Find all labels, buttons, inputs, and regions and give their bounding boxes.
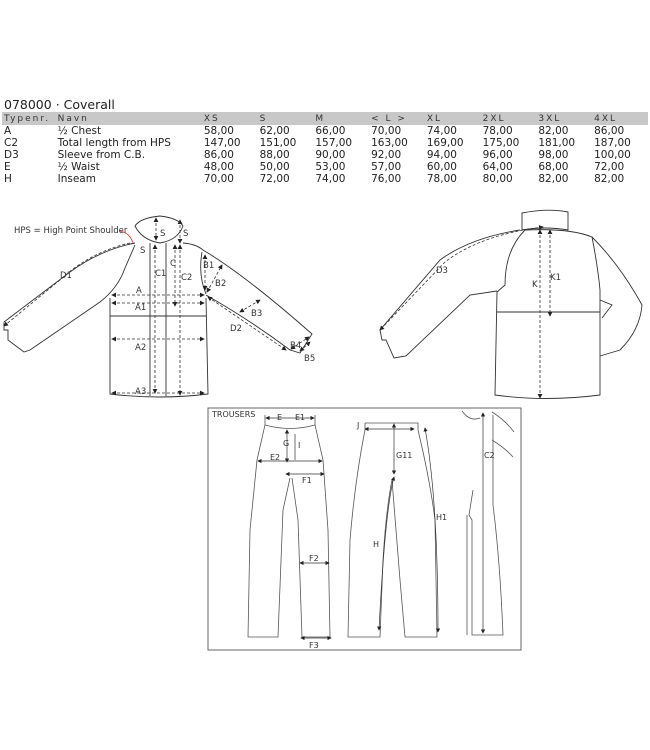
back-jacket-drawing <box>380 210 642 398</box>
cell: 58,00 <box>203 125 234 137</box>
cell: 187,00 <box>594 137 631 149</box>
label-b4: B4 <box>290 341 302 351</box>
cell: 92,00 <box>371 149 402 161</box>
table-row <box>2 125 648 137</box>
col-2xl: 2XL <box>482 113 506 124</box>
back-jacket-labels <box>436 266 561 290</box>
col-l: < L > <box>371 113 407 124</box>
front-trousers-measures <box>258 418 331 638</box>
cell: 147,00 <box>203 137 241 149</box>
cell: 88,00 <box>259 149 290 161</box>
cell: 86,00 <box>594 125 625 137</box>
label-c2-trousers: C2 <box>484 451 495 460</box>
label-c2: C2 <box>181 273 193 283</box>
cell: 50,00 <box>259 161 290 173</box>
col-xs: XS <box>203 113 220 124</box>
row-code: E <box>4 161 11 173</box>
row-name: Sleeve from C.B. <box>57 149 146 161</box>
trousers-panel <box>208 408 521 650</box>
cell: 82,00 <box>594 173 625 185</box>
table-row <box>2 161 648 173</box>
measurement-diagram <box>0 200 650 660</box>
side-trousers-labels <box>356 421 447 549</box>
side-trousers-drawing <box>348 423 437 637</box>
cell: 82,00 <box>538 125 569 137</box>
row-code: D3 <box>4 149 19 161</box>
coverall-side-profile <box>462 411 514 635</box>
table-row <box>2 137 648 149</box>
cell: 72,00 <box>594 161 625 173</box>
label-s: S <box>183 229 189 239</box>
col-4xl: 4XL <box>594 113 618 124</box>
col-s: S <box>259 113 268 124</box>
cell: 53,00 <box>315 161 346 173</box>
label-g11: G11 <box>396 451 413 460</box>
cell: 175,00 <box>482 137 520 149</box>
row-name: Total length from HPS <box>57 137 171 149</box>
label-b5: B5 <box>304 354 316 364</box>
label-a1: A1 <box>135 303 147 313</box>
label-d1: D1 <box>60 271 72 281</box>
col-m: M <box>315 113 326 124</box>
cell: 70,00 <box>371 125 402 137</box>
row-code: A <box>4 125 12 137</box>
col-navn: Navn <box>57 113 89 124</box>
cell: 90,00 <box>315 149 346 161</box>
label-e2: E2 <box>270 453 281 462</box>
cell: 76,00 <box>371 173 402 185</box>
table-row <box>2 149 648 161</box>
label-j: J <box>357 421 360 430</box>
cell: 74,00 <box>315 173 346 185</box>
label-d2: D2 <box>230 324 242 334</box>
front-trousers-drawing <box>248 415 330 637</box>
cell: 60,00 <box>426 161 457 173</box>
cell: 82,00 <box>538 173 569 185</box>
cell: 57,00 <box>371 161 402 173</box>
product-title: 078000 · Coverall <box>4 97 115 112</box>
row-name: ½ Chest <box>57 125 102 137</box>
cell: 94,00 <box>426 149 457 161</box>
label-g: G <box>283 439 290 448</box>
label-h: H <box>373 540 380 549</box>
label-b2: B2 <box>215 279 227 289</box>
label-f1: F1 <box>302 476 312 485</box>
cell: 64,00 <box>482 161 513 173</box>
row-code: C2 <box>4 137 19 149</box>
front-jacket-labels <box>14 226 315 397</box>
label-k: K <box>532 280 538 290</box>
label-k1: K1 <box>550 273 561 283</box>
row-code: H <box>4 173 12 185</box>
cell: 157,00 <box>315 137 353 149</box>
label-s: S <box>140 246 146 256</box>
cell: 100,00 <box>594 149 631 161</box>
front-jacket-measure-lines <box>4 218 310 395</box>
label-b1: B1 <box>203 261 215 271</box>
cell: 78,00 <box>426 173 457 185</box>
cell: 74,00 <box>426 125 457 137</box>
label-a3: A3 <box>135 387 147 397</box>
cell: 169,00 <box>426 137 464 149</box>
cell: 86,00 <box>203 149 234 161</box>
col-typenr: Typenr. <box>4 113 51 124</box>
trousers-title: TROUSERS <box>212 410 256 419</box>
cell: 163,00 <box>371 137 408 149</box>
hps-note: HPS = High Point Shoulder <box>14 226 128 236</box>
label-h1: H1 <box>436 513 448 522</box>
cell: 66,00 <box>315 125 346 137</box>
table-header-row <box>2 112 648 125</box>
row-name: ½ Waist <box>57 161 100 173</box>
label-a2: A2 <box>135 343 147 353</box>
cell: 80,00 <box>482 173 513 185</box>
label-a: A <box>136 286 142 296</box>
label-i: I <box>298 441 301 450</box>
label-f3: F3 <box>309 641 319 650</box>
cell: 62,00 <box>259 125 290 137</box>
label-d3: D3 <box>436 266 448 276</box>
row-name: Inseam <box>57 173 96 185</box>
col-3xl: 3XL <box>538 113 562 124</box>
label-f2: F2 <box>309 554 319 563</box>
front-jacket-drawing <box>4 216 312 397</box>
label-e1: E1 <box>295 413 306 422</box>
label-c1: C1 <box>155 269 167 279</box>
label-e: E <box>277 413 283 422</box>
front-trousers-labels <box>270 413 319 650</box>
size-chart-table <box>2 112 648 185</box>
col-xl: XL <box>426 113 443 124</box>
cell: 96,00 <box>482 149 513 161</box>
label-b3: B3 <box>251 309 263 319</box>
cell: 78,00 <box>482 125 513 137</box>
cell: 98,00 <box>538 149 569 161</box>
cell: 68,00 <box>538 161 569 173</box>
cell: 181,00 <box>538 137 576 149</box>
cell: 48,00 <box>203 161 234 173</box>
table-row <box>2 173 648 185</box>
label-s: S <box>160 229 166 239</box>
label-c: C <box>170 259 176 269</box>
cell: 151,00 <box>259 137 297 149</box>
cell: 70,00 <box>203 173 234 185</box>
cell: 72,00 <box>259 173 290 185</box>
back-jacket-measure-lines <box>380 227 550 398</box>
